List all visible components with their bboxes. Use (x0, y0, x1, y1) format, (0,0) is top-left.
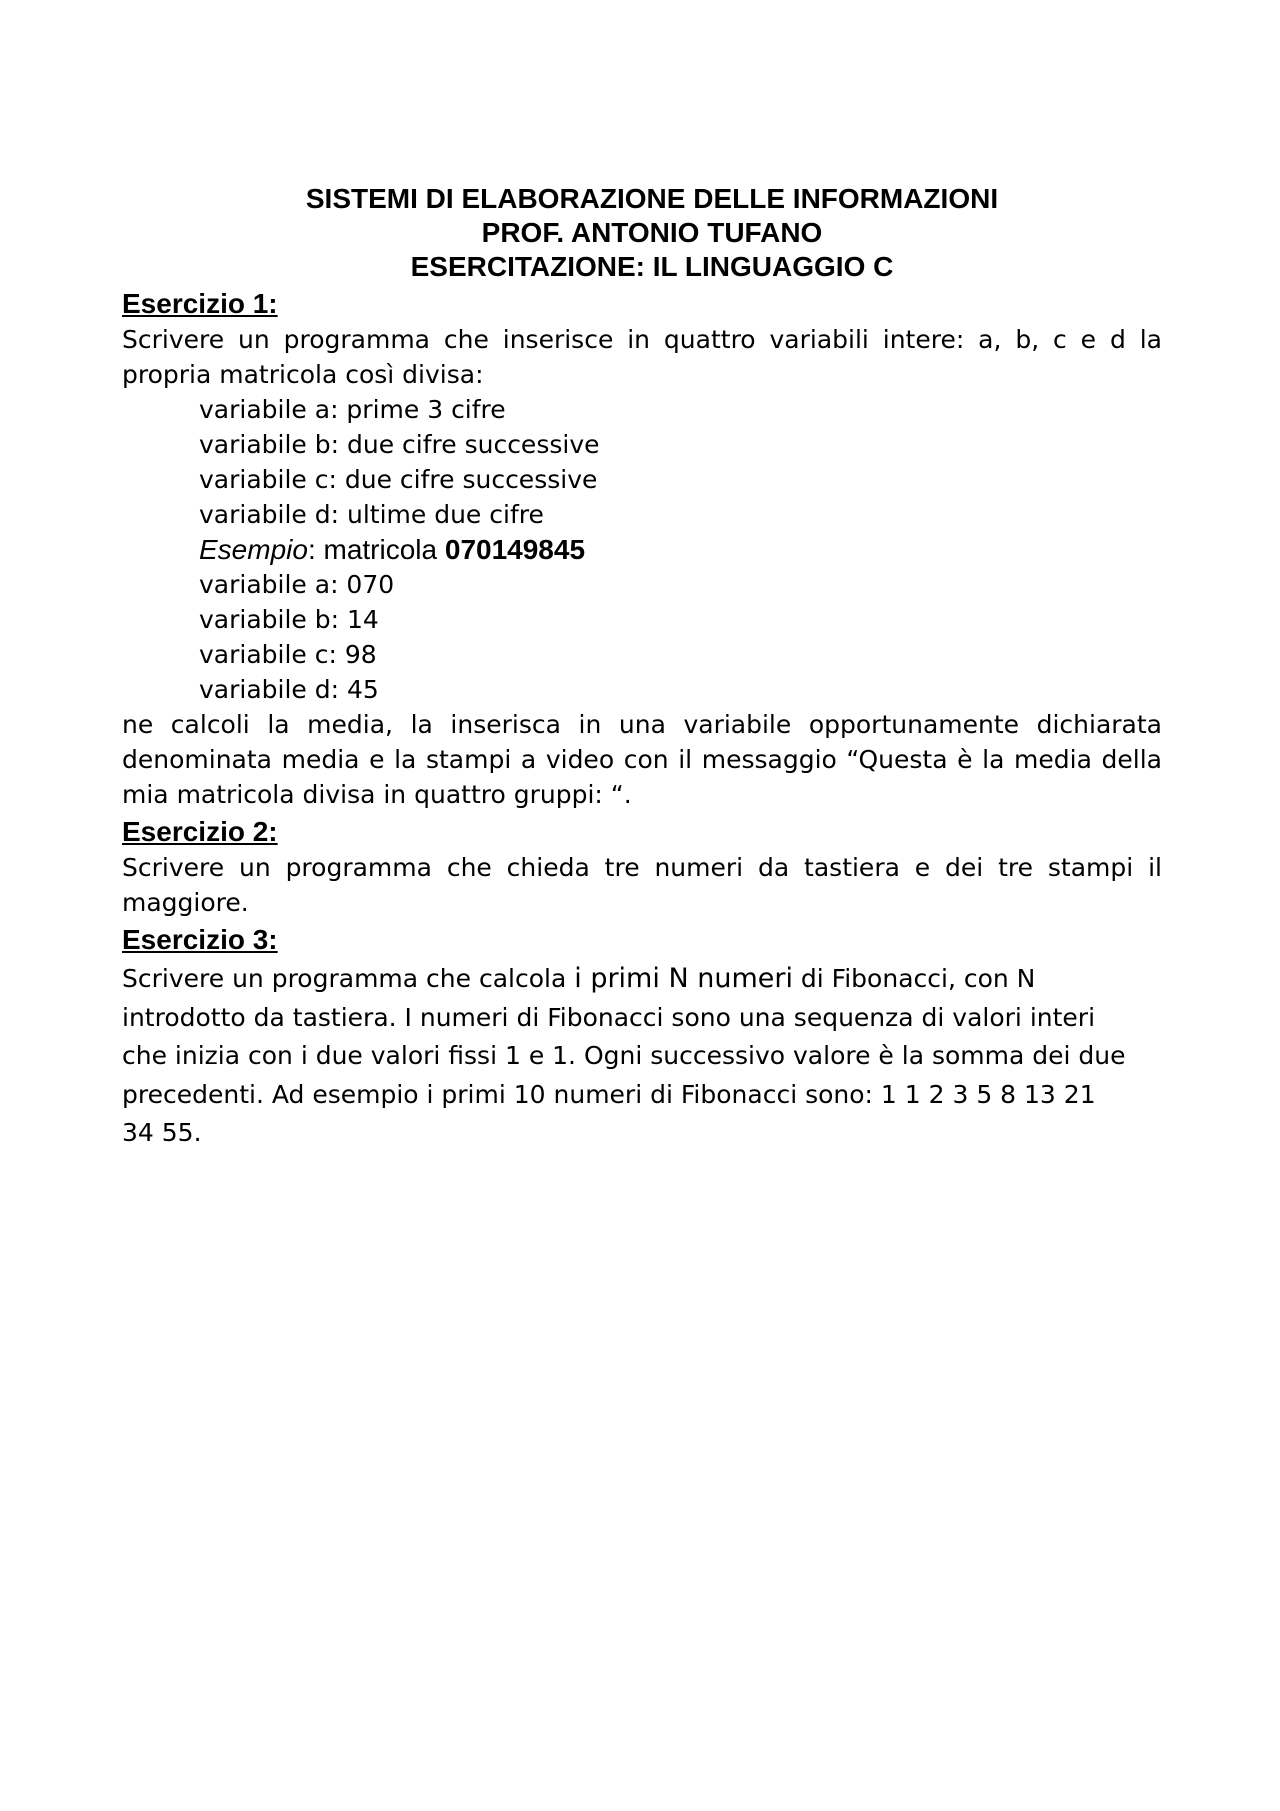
example-label: Esempio (199, 534, 308, 565)
exercise-1-item: variabile c: due cifre successive (199, 465, 598, 494)
exercise-3-line1-b: i primi N numeri (574, 963, 793, 994)
example-matricola: 070149845 (444, 534, 586, 565)
professor-name: PROF. ANTONIO TUFANO (481, 217, 823, 248)
exercise-3-line1-a: Scrivere un programma che calcola (122, 964, 575, 993)
exercise-1-item: variabile d: ultime due cifre (199, 500, 544, 529)
exercise-1-example-item: variabile c: 98 (199, 640, 377, 669)
exercise-set-title: ESERCITAZIONE: IL LINGUAGGIO C (410, 251, 894, 282)
exercise-1-heading: Esercizio 1: (122, 288, 278, 319)
exercise-3-line: 34 55. (122, 1118, 202, 1147)
exercise-2-heading: Esercizio 2: (122, 816, 278, 847)
exercise-1-intro: Scrivere un programma che inserisce in quattro variabili intere: a, b, c e d la propria matricola così divisa: (122, 325, 1162, 389)
exercise-3-line: precedenti. Ad esempio i primi 10 numeri di Fibonacci sono: 1 1 2 3 5 8 13 21 (122, 1079, 1096, 1109)
exercise-1-item: variabile b: due cifre successive (199, 430, 600, 459)
exercise-3-line (122, 960, 1162, 999)
exercise-1-example-item: variabile a: 070 (199, 570, 395, 599)
course-title: SISTEMI DI ELABORAZIONE DELLE INFORMAZIONI (305, 183, 999, 214)
exercise-1-outro: ne calcoli la media, la inserisca in una variabile opportunamente dichiarata denominata media e la stampi a video con il messaggio “Questa è la media della mia matricola divisa in quattro gruppi: “. (122, 710, 1162, 809)
exercise-1-example-item: variabile b: 14 (199, 605, 379, 634)
example-separator: : matricola (307, 534, 445, 565)
document-content (122, 182, 1162, 1153)
exercise-3-text (122, 960, 1162, 1153)
exercise-3-line: che inizia con i due valori fissi 1 e 1. Ogni successivo valore è la somma dei due (122, 1041, 1126, 1070)
exercise-1-example (122, 532, 1162, 567)
exercise-2-text: Scrivere un programma che chieda tre numeri da tastiera e dei tre stampi il maggiore. (122, 853, 1162, 917)
exercise-1-item: variabile a: prime 3 cifre (199, 395, 506, 424)
exercise-3-line: introdotto da tastiera. I numeri di Fibonacci sono una sequenza di valori interi (122, 1002, 1096, 1032)
exercise-3-heading: Esercizio 3: (122, 924, 278, 955)
exercise-1-example-item: variabile d: 45 (199, 675, 379, 704)
exercise-3-line1-c: di Fibonacci, con N (792, 964, 1036, 993)
